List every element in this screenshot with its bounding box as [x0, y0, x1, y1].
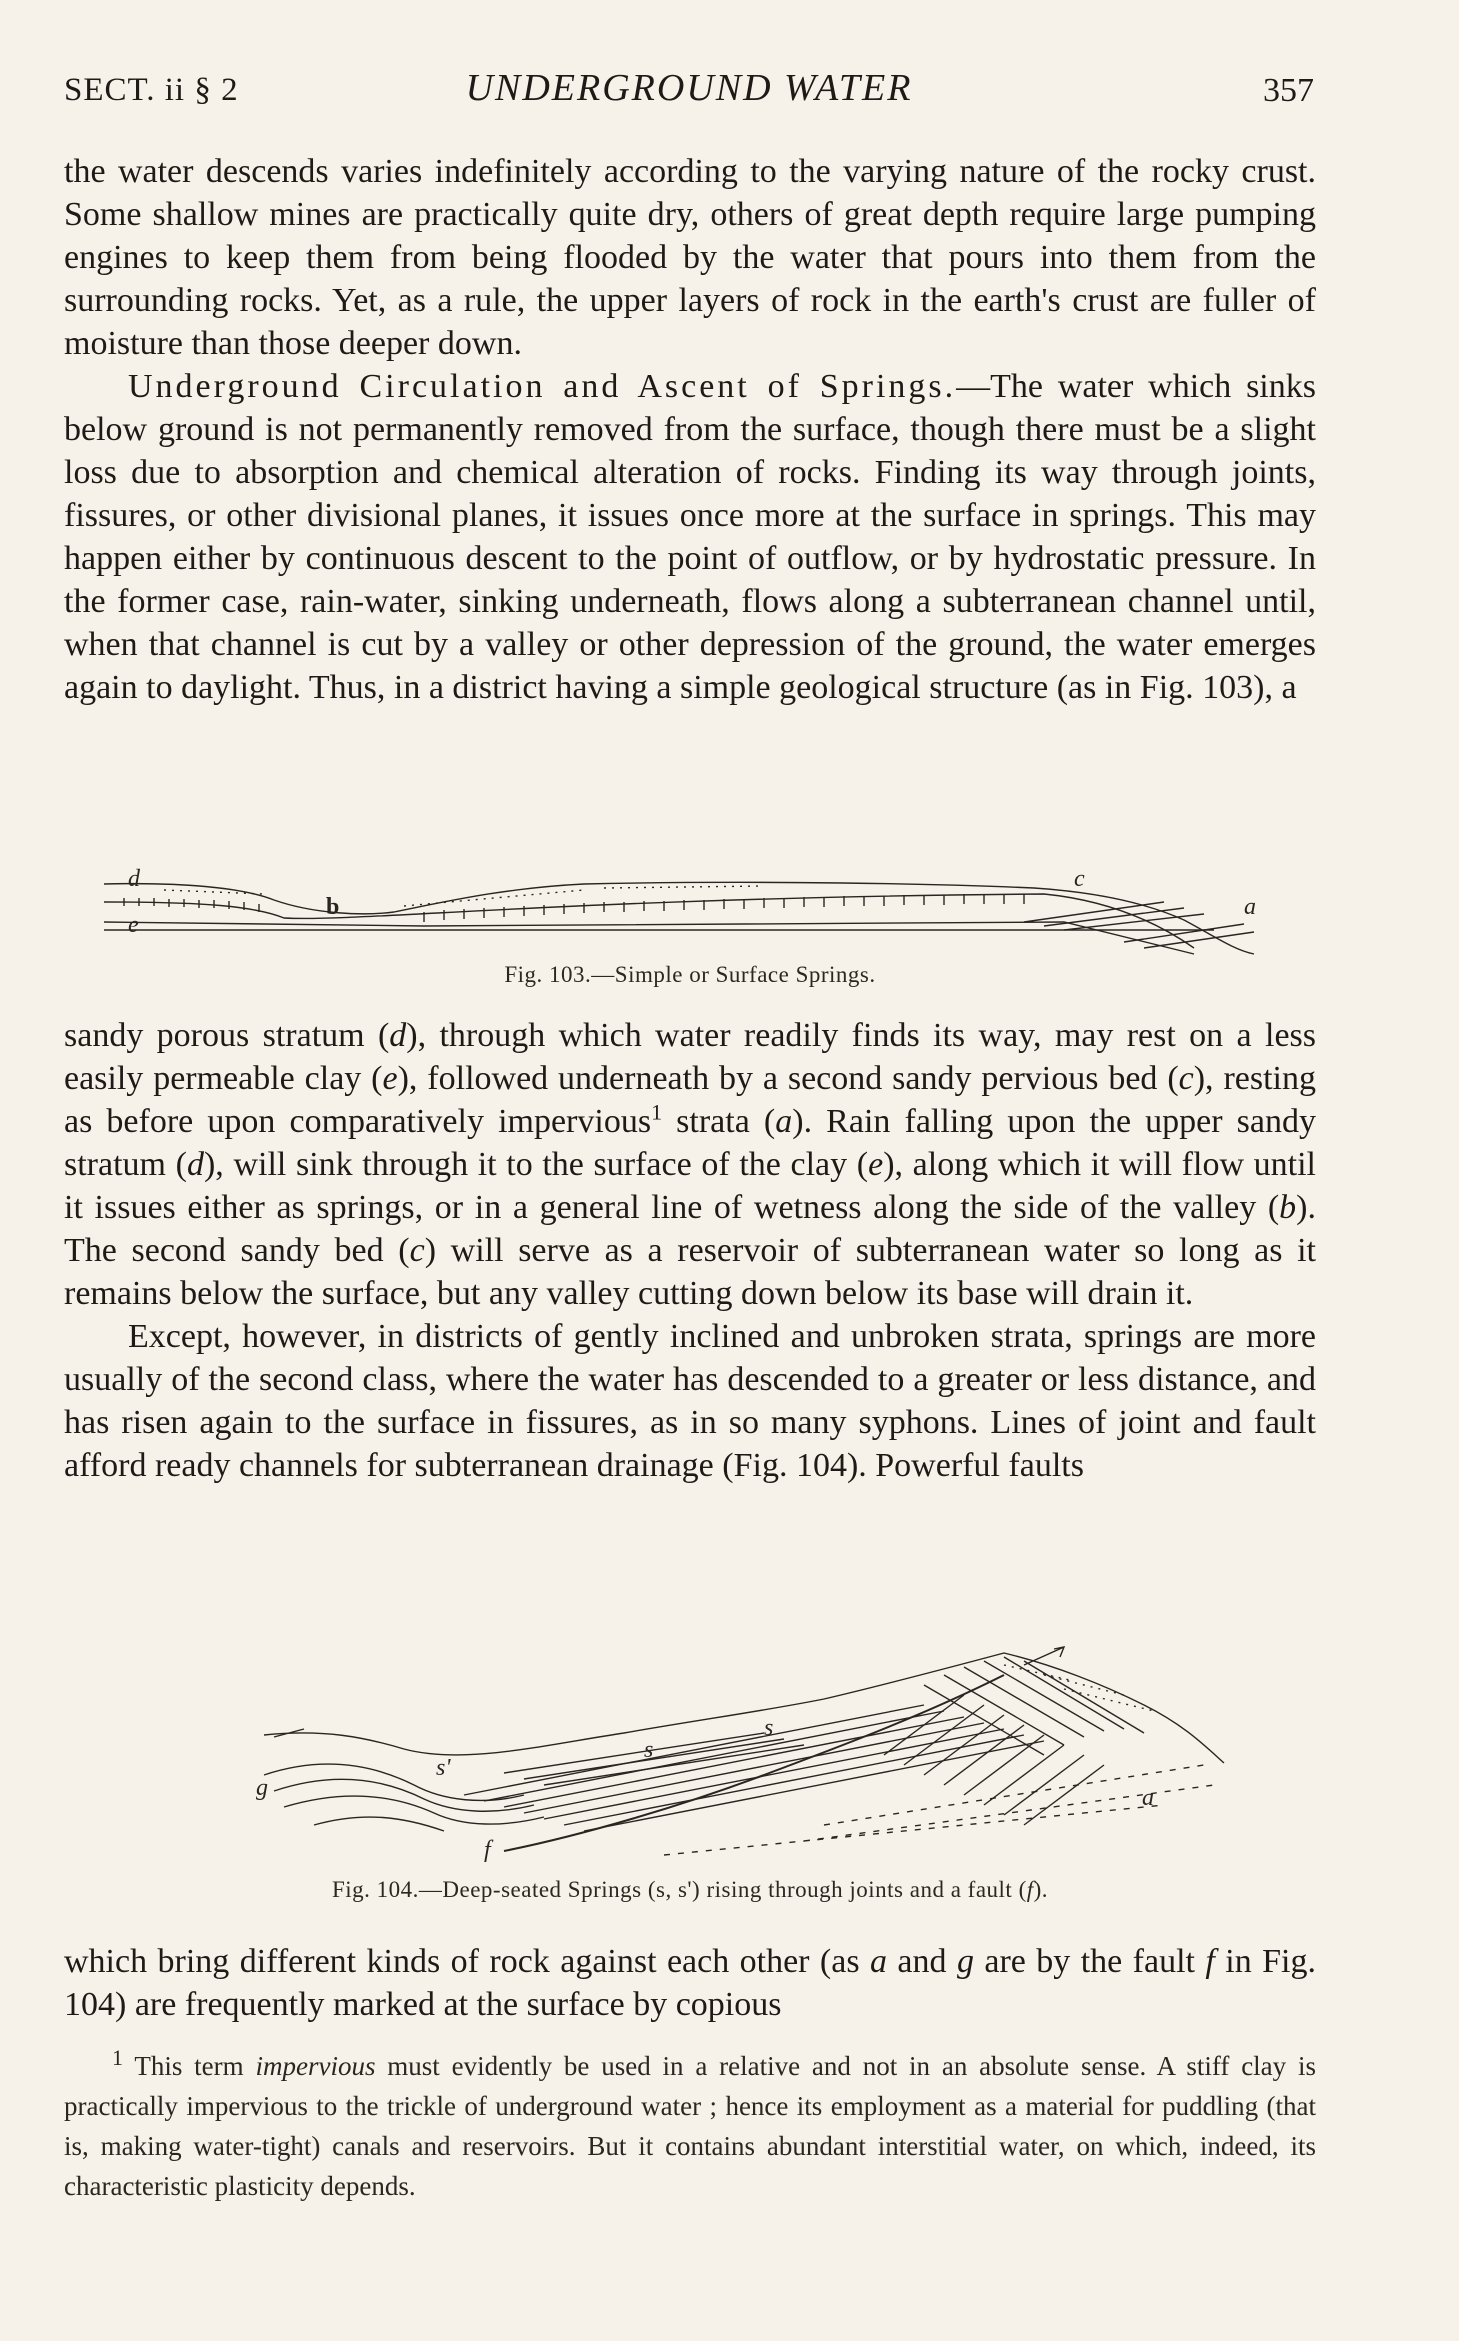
footnote-mark: 1 — [112, 2045, 123, 2070]
label-s-1: s — [644, 1737, 654, 1763]
figure-104 — [64, 1645, 1316, 1905]
running-header — [64, 66, 1314, 114]
paragraph-deep-springs: Except, however, in districts of gently inclined and unbroken strata, springs are more usually of the second class, where the water has descended to a greater or less distance, and has risen again to the surface in fissures, as in so many syphons. Lines of joint and fault afford ready channels for subterranean drainage (Fig. 104). Powerful faults — [64, 1318, 1316, 1484]
text-block-middle — [64, 1014, 1316, 1487]
footnote — [64, 2046, 1316, 2206]
text-block-bottom — [64, 1940, 1316, 2026]
label-b: b — [326, 894, 340, 920]
page-number: 357 — [1263, 72, 1314, 109]
figure-104-caption: Fig. 104.—Deep-seated Springs (s, s') rising through joints and a fault (f). — [331, 1877, 1049, 1902]
label-g: g — [256, 1775, 268, 1801]
footnote-text: $^1$ This term impervious must evidently be used in a relative and not in an absolute sense. A stiff clay is practically impervious to the trickle of underground water ; hence its employment as a material for puddling (that is, making water-tight) canals and reservoirs. But it contains abundant interstitial water, on which, indeed, its characteristic plasticity depends. — [64, 2045, 1316, 2201]
running-title: UNDERGROUND WATER — [465, 67, 913, 109]
figure-103 — [64, 862, 1316, 992]
label-d: d — [128, 866, 140, 892]
figure-103-caption: Fig. 103.—Simple or Surface Springs. — [504, 962, 876, 987]
paragraph-underground-circulation — [64, 365, 1316, 709]
label-f: f — [484, 1837, 491, 1863]
label-s-2: s — [764, 1715, 774, 1741]
footnote-reference[interactable]: 1 — [651, 1099, 663, 1125]
paragraph-text: —The water which sinks below ground is not permanently removed from the surface, though there must be a slight loss due to absorption and chemical alteration of rocks. Finding its way through joints, fissures, or other divisional planes, it issues once more at the surface in springs. This may happen either by continuous descent to the point of outflow, or by hydrostatic pressure. In the former case, rain-water, sinking underneath, flows along a subterranean channel until, when that channel is cut by a valley or other depression of the ground, the water emerges again to daylight. Thus, in a district having a simple geological structure (as in Fig. 103), a — [64, 368, 1316, 706]
deep-seated-springs-diagram — [64, 1645, 1316, 1865]
section-label: SECT. ii § 2 — [64, 72, 239, 108]
simple-springs-diagram — [64, 862, 1316, 962]
text-block-top — [64, 150, 1316, 709]
label-c: c — [1074, 866, 1085, 892]
label-s-prime: s' — [436, 1755, 451, 1781]
section-heading: Underground Circulation and Ascent of Springs. — [128, 368, 957, 405]
label-e: e — [128, 912, 139, 938]
paragraph-continuation: the water descends varies indefinitely according to the varying nature of the rocky crust. Some shallow mines are practically quite dry, others of great depth require large pumping engines to keep them from being flooded by the water that pours into them from the surrounding rocks. Yet, as a rule, the upper layers of rock in the earth's crust are fuller of moisture than those deeper down. — [64, 153, 1316, 362]
paragraph-sandy-stratum: sandy porous stratum (d), through which water readily finds its way, may rest on a less easily permeable clay (e), followed underneath by a second sandy pervious bed (c), resting as before upon comparatively impervious$^1$ strata (a). Rain falling upon the upper sandy stratum (d), will sink through it to the surface of the clay (e), along which it will flow until it issues either as springs, or in a general line of wetness along the side of the valley (b). The second sandy bed (c) will serve as a reservoir of subterranean water so long as it remains below the surface, but any valley cutting down below its base will drain it. — [64, 1017, 1317, 1312]
label-a: a — [1142, 1785, 1154, 1811]
paragraph-powerful-faults: which bring different kinds of rock against each other (as a and g are by the fault f in Fig. 104) are frequently marked at the surface by copious — [64, 1943, 1316, 2023]
label-a: a — [1244, 894, 1256, 920]
